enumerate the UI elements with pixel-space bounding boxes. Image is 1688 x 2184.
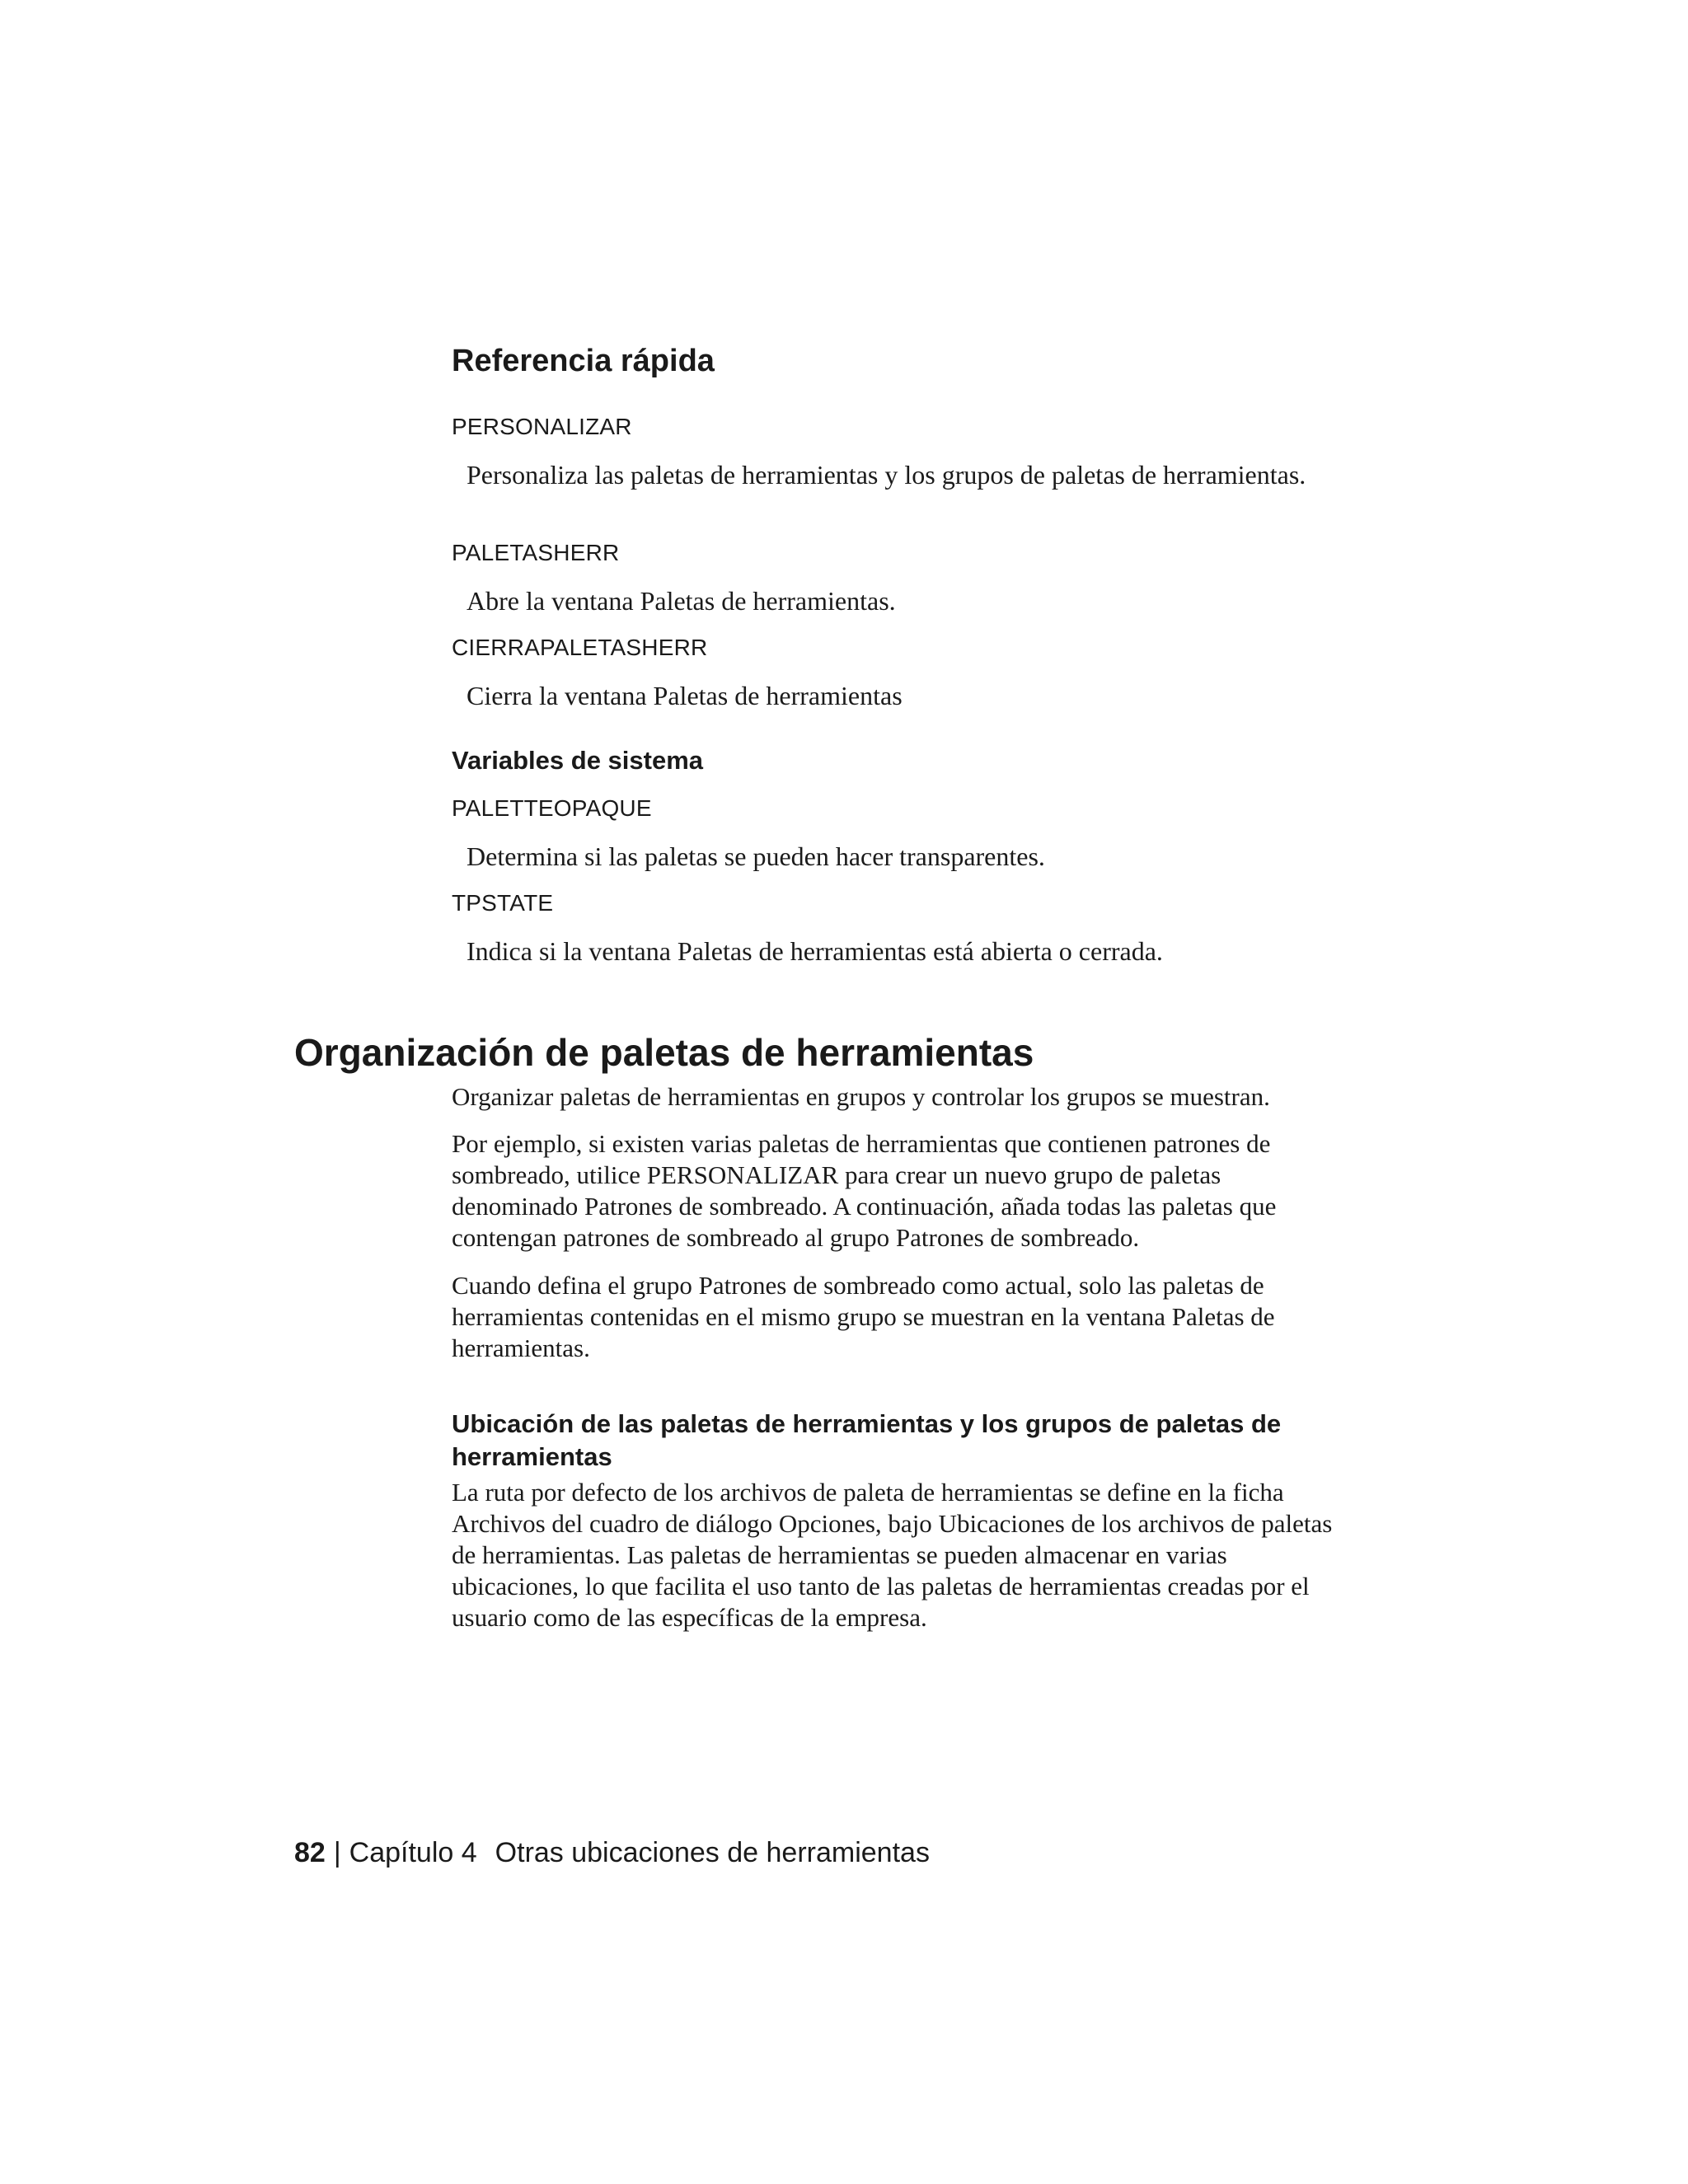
system-variables-heading: Variables de sistema [452,746,704,775]
command-name-cierrapaletasherr: CIERRAPALETASHERR [452,635,708,660]
quick-reference-heading: Referencia rápida [452,344,715,378]
subsection-paragraph: La ruta por defecto de los archivos de paleta de herramientas se define en la ficha Archivos del cuadro de diálogo Opciones, bajo Ubicaciones de los archivos de paletas de herramientas. Las paletas de herramientas se pueden almacenar en varias ubicaciones, lo que facilita el uso tanto de las paletas de herramientas creadas por el usuario como de las específicas de la empresa. [452,1478,1333,1632]
command-description-personalizar: Personaliza las paletas de herramientas y los grupos de paletas de herramientas. [467,460,1306,490]
command-description-cierrapaletasherr: Cierra la ventana Paletas de herramientas [467,681,903,710]
variable-name-paletteopaque: PALETTEOPAQUE [452,795,652,821]
section-paragraph-intro: Organizar paletas de herramientas en grupos y controlar los grupos se muestran. [452,1082,1270,1111]
chapter-title: Otras ubicaciones de herramientas [495,1837,930,1868]
variable-description-tpstate: Indica si la ventana Paletas de herramientas está abierta o cerrada. [467,936,1163,966]
variable-name-tpstate: TPSTATE [452,890,554,916]
page-number: 82 [294,1837,326,1868]
chapter-label: Capítulo 4 [349,1837,477,1868]
command-description-paletasherr: Abre la ventana Paletas de herramientas. [467,586,896,616]
footer-separator: | [333,1837,341,1868]
subsection-heading: Ubicación de las paletas de herramientas y los grupos de paletas de herramientas [452,1409,1282,1471]
section-paragraph-current-group: Cuando defina el grupo Patrones de sombreado como actual, solo las paletas de herramientas contenidas en el mismo grupo se muestran en la ventana Paletas de herramientas. [452,1271,1275,1362]
section-heading: Organización de paletas de herramientas [294,1031,1034,1074]
command-name-paletasherr: PALETASHERR [452,540,620,565]
command-name-personalizar: PERSONALIZAR [452,414,632,439]
page-footer [294,1835,930,1871]
variable-description-paletteopaque: Determina si las paletas se pueden hacer transparentes. [467,841,1045,871]
section-paragraph-example: Por ejemplo, si existen varias paletas de herramientas que contienen patrones de sombreado, utilice PERSONALIZAR para crear un nuevo grupo de paletas denominado Patrones de sombreado. A continuación, añada todas las paletas que contengan patrones de sombreado al grupo Patrones de sombreado. [452,1129,1277,1252]
